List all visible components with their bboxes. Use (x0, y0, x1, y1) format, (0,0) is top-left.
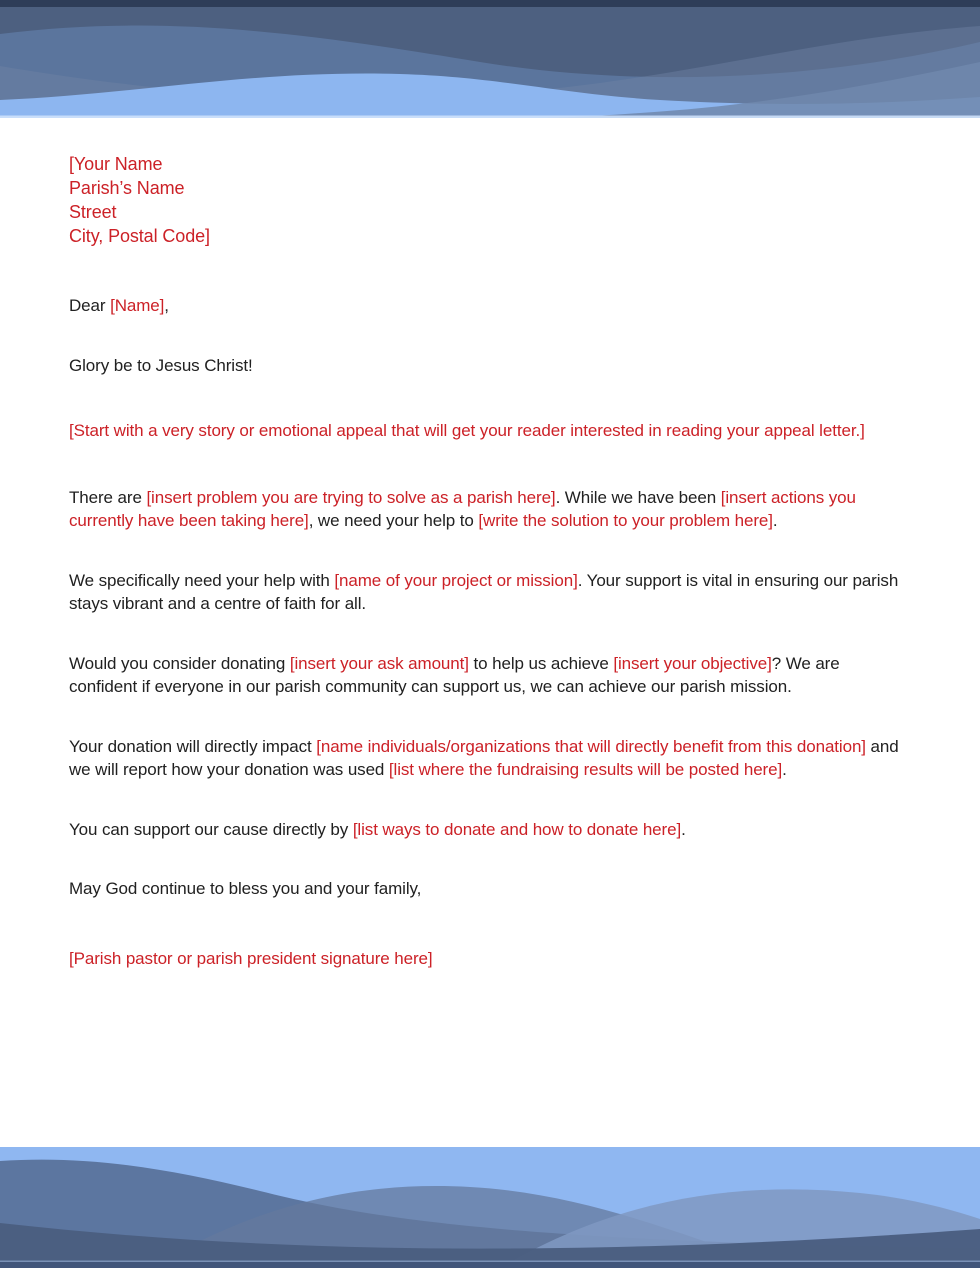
placeholder-text: [name individuals/organizations that will directly benefit from this donation] (316, 736, 866, 756)
signature-placeholder (69, 947, 912, 971)
paragraph-impact (69, 735, 912, 782)
body-text: . Your support is vital in ensuring our parish stays vibrant and a centre of faith for all. (69, 570, 899, 613)
paragraph-opening-story (69, 419, 912, 443)
sender-address-block (69, 152, 912, 248)
placeholder-text: [Start with a very story or emotional appeal that will get your reader interested in reading your appeal letter.] (69, 421, 865, 440)
placeholder-text: [insert actions you currently have been taking here] (69, 487, 856, 530)
greeting-line (69, 354, 912, 378)
address-line: Parish’s Name (69, 178, 185, 198)
salutation-line (69, 294, 912, 318)
body-text: ? We are confident if everyone in our parish community can support us, we can achieve our parish mission. (69, 653, 840, 696)
body-text: and we will report how your donation was used (69, 736, 899, 779)
body-text: You can support our cause directly by (69, 819, 353, 839)
footer-bottom-strip (0, 1262, 980, 1268)
body-text: Your donation will directly impact (69, 736, 317, 756)
placeholder-text: [Name] (110, 296, 165, 315)
letter-content (0, 118, 980, 970)
placeholder-text: [insert problem you are trying to solve as a parish here] (146, 487, 556, 507)
body-text: There are (69, 487, 147, 507)
banner-top-navy-strip (0, 0, 980, 7)
body-text: May God continue to bless you and your family, (69, 879, 422, 898)
body-text: . (772, 511, 778, 530)
placeholder-text: [name of your project or mission] (334, 570, 578, 590)
body-text: to help us achieve (468, 653, 614, 673)
placeholder-text: [insert your ask amount] (289, 653, 469, 673)
body-text: , we need your help to (308, 511, 479, 530)
body-text: Dear (69, 296, 111, 315)
paragraph-ways-to-donate (69, 818, 912, 842)
footer-thin-line (0, 1261, 980, 1263)
closing-line (69, 877, 912, 901)
paragraph-project (69, 569, 912, 616)
placeholder-text: [write the solution to your problem here] (478, 511, 773, 530)
body-text: We specifically need your help with (69, 570, 335, 590)
body-text: . While we have been (555, 487, 721, 507)
placeholder-text: [list ways to donate and how to donate here] (352, 819, 682, 839)
header-wave-banner (0, 0, 980, 118)
address-line: [Your Name (69, 154, 163, 174)
body-text: Would you consider donating (69, 653, 290, 673)
address-line: Street (69, 202, 117, 222)
placeholder-text: [list where the fundraising results will be posted here] (388, 760, 783, 779)
body-text: , (164, 296, 169, 315)
body-text: . (782, 760, 787, 779)
placeholder-text: [Parish pastor or parish president signature here] (69, 948, 433, 968)
body-text: . (681, 819, 686, 839)
body-text: Glory be to Jesus Christ! (69, 355, 253, 375)
footer-wave-banner (0, 1147, 980, 1268)
placeholder-text: [insert your objective] (613, 653, 772, 673)
paragraph-ask-amount (69, 652, 912, 699)
address-line: City, Postal Code] (69, 226, 210, 246)
paragraph-problem (69, 486, 912, 533)
